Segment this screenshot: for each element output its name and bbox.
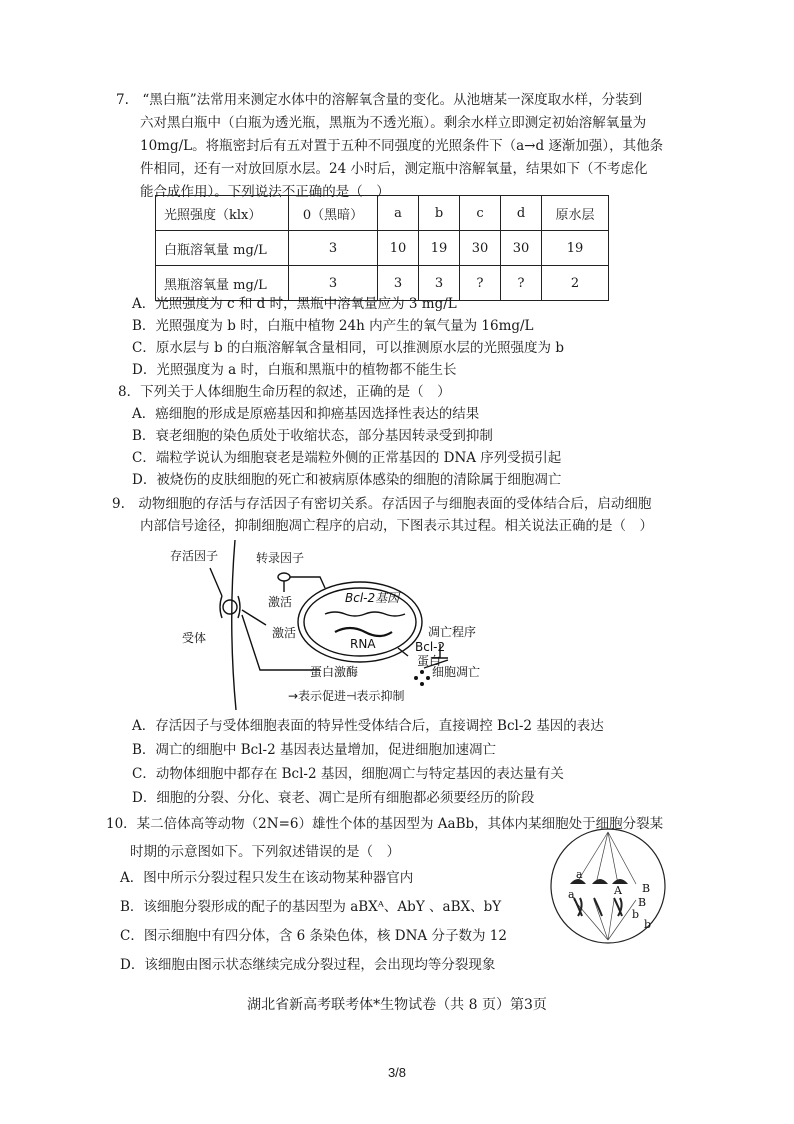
q10-option-c: C．图示细胞中有四分体，含 6 条染色体，核 DNA 分子数为 12 (120, 928, 507, 944)
rna-label: RNA (350, 637, 376, 651)
table-cell: 3 (419, 266, 460, 301)
table-cell: 3 (378, 266, 419, 301)
table-cell: 10 (378, 231, 419, 266)
q9-option-d: D．细胞的分裂、分化、衰老、凋亡是所有细胞都必须要经历的阶段 (132, 790, 535, 806)
table-header-cell: a (378, 196, 419, 231)
q10-option-b: B．该细胞分裂形成的配子的基因型为 aBXᴬ、AbY 、aBX、bY (120, 899, 502, 915)
q8-option-d: D．被烧伤的皮肤细胞的死亡和被病原体感染的细胞的清除属于细胞凋亡 (132, 472, 562, 488)
transcription-factor-shape (278, 573, 290, 581)
table-cell: 30 (501, 231, 542, 266)
cell-apoptosis-label: 细胞凋亡 (432, 665, 481, 679)
activate-label-2: 激活 (272, 626, 297, 640)
table-cell: ? (460, 266, 501, 301)
factor-pointer-line (210, 568, 222, 596)
chromosome (614, 898, 622, 916)
protein-dot (426, 676, 430, 680)
table-header-cell: 原水层 (542, 196, 609, 231)
q9-line-1: 9. 动物细胞的存活与存活因子有密切关系。存活因子与细胞表面的受体结合后，启动细胞 (112, 496, 652, 512)
protein-kinase-label: 蛋白激酶 (310, 665, 359, 679)
q10-line-2: 时期的示意图如下。下列叙述错误的是（ ） (130, 844, 400, 860)
q9-option-c: C．动物体细胞中都存在 Bcl-2 基因，细胞凋亡与特定基因的表达量有关 (132, 766, 564, 782)
transcription-factor-label: 转录因子 (256, 551, 305, 565)
q10-option-a: A．图中所示分裂过程只发生在该动物某种器官内 (120, 870, 414, 886)
q7-line-2: 六对黑白瓶中（白瓶为透光瓶，黑瓶为不透光瓶）。剩余水样立即测定初始溶解氧量为 (140, 115, 647, 131)
protein-dot (420, 670, 424, 674)
table-cell: 19 (542, 231, 609, 266)
q7-line-3: 10mg/L。将瓶密封后有五对置于五种不同强度的光照条件下（a→d 逐渐加强），其他条 (140, 138, 664, 154)
spindle-fibers (574, 832, 636, 940)
receptor-label: 受体 (182, 631, 207, 645)
bcl2-protein-label-2: 蛋白 (417, 654, 442, 668)
page-footer: 湖北省新高考联考体*生物试卷（共 8 页）第3页 (247, 997, 547, 1013)
q10-line-1: 10．某二倍体高等动物（2N=6）雄性个体的基因型为 AaBb，其体内某细胞处于细胞分裂某 (106, 816, 664, 832)
chromosome (594, 898, 602, 916)
q10-option-d: D．该细胞由图示状态继续完成分裂过程，会出现均等分裂现象 (120, 957, 496, 973)
q9-option-a: A．存活因子与受体细胞表面的特异性受体结合后，直接调控 Bcl-2 基因的表达 (132, 718, 604, 734)
table-cell: 3 (289, 231, 378, 266)
rna-strand (335, 628, 392, 636)
table-header-cell: d (501, 196, 542, 231)
q8-option-a: A．癌细胞的形成是原癌基因和抑癌基因选择性表达的结果 (132, 406, 480, 422)
dna-strand (325, 612, 405, 616)
q7-option-a: A．光照强度为 c 和 d 时，黑瓶中溶氧量应为 3 mg/L (132, 296, 457, 312)
protein-dot (414, 676, 418, 680)
table-header-cell: 0（黑暗） (289, 196, 378, 231)
allele-label: a (576, 868, 583, 881)
q7-data-table (155, 195, 609, 301)
cell-membrane (232, 540, 236, 710)
allele-label: b (632, 908, 640, 921)
table-header-cell: 光照强度（klx） (156, 196, 289, 231)
table-cell: ? (501, 266, 542, 301)
bcl2-protein-label-1: Bcl-2 (415, 640, 446, 654)
q9-option-b: B．凋亡的细胞中 Bcl-2 基因表达量增加，促进细胞加速凋亡 (132, 742, 496, 758)
table-cell: 3 (289, 266, 378, 301)
table-header-row (156, 196, 609, 231)
q7-line-1: 7. “黑白瓶”法常用来测定水体中的溶解氧含量的变化。从池塘某一深度取水样，分装到 (116, 92, 643, 108)
q8-option-b: B．衰老细胞的染色质处于收缩状态，部分基因转录受到抑制 (132, 428, 493, 444)
table-header-cell: c (460, 196, 501, 231)
survival-factor-pathway-diagram (170, 540, 500, 710)
table-cell: 30 (460, 231, 501, 266)
page-number: 3/8 (387, 1065, 407, 1080)
bcl2-gene-label: Bcl-2基因 (345, 591, 400, 605)
table-cell: 白瓶溶氧量 mg/L (156, 231, 289, 266)
allele-label: b (644, 918, 652, 931)
survival-factor-molecule (223, 600, 237, 614)
table-row (156, 231, 609, 266)
signal-path (242, 610, 320, 670)
table-header-cell: b (419, 196, 460, 231)
chromosome (592, 879, 608, 884)
activation-arrow-1 (284, 577, 325, 592)
legend-label: →表示促进⊣表示抑制 (288, 689, 405, 703)
chromosome (574, 898, 582, 916)
q7-line-4: 件相同，还有一对放回原水层。24 小时后，测定瓶中溶解氧量，结果如下（不考虑化 (140, 161, 648, 177)
dividing-cell-diagram (548, 826, 668, 946)
protein-dot (420, 682, 424, 686)
q9-line-2: 内部信号途径，抑制细胞凋亡程序的启动，下图表示其过程。相关说法正确的是（ ） (140, 518, 653, 534)
allele-label: a (568, 888, 575, 901)
q7-option-b: B．光照强度为 b 时，白瓶中植物 24h 内产生的氧气量为 16mg/L (132, 318, 534, 334)
table-cell: 2 (542, 266, 609, 301)
allele-label: B (638, 896, 647, 909)
apoptosis-program-label: 凋亡程序 (428, 625, 477, 639)
q7-option-d: D．光照强度为 a 时，白瓶和黑瓶中的植物都不能生长 (132, 362, 457, 378)
survival-factor-label: 存活因子 (170, 549, 219, 563)
activate-label-1: 激活 (268, 595, 293, 609)
table-cell: 19 (419, 231, 460, 266)
q7-line-5: 能合成作用）。下列说法不正确的是（ ） (140, 184, 390, 200)
q8-stem: 8．下列关于人体细胞生命历程的叙述，正确的是（ ） (118, 384, 451, 400)
q7-option-c: C．原水层与 b 的白瓶溶解氧含量相同，可以推测原水层的光照强度为 b (132, 340, 564, 356)
q8-option-c: C．端粒学说认为细胞衰老是端粒外侧的正常基因的 DNA 序列受损引起 (132, 450, 562, 466)
allele-label: B (642, 882, 651, 895)
allele-label: A (614, 884, 622, 897)
table-cell: 黑瓶溶氧量 mg/L (156, 266, 289, 301)
